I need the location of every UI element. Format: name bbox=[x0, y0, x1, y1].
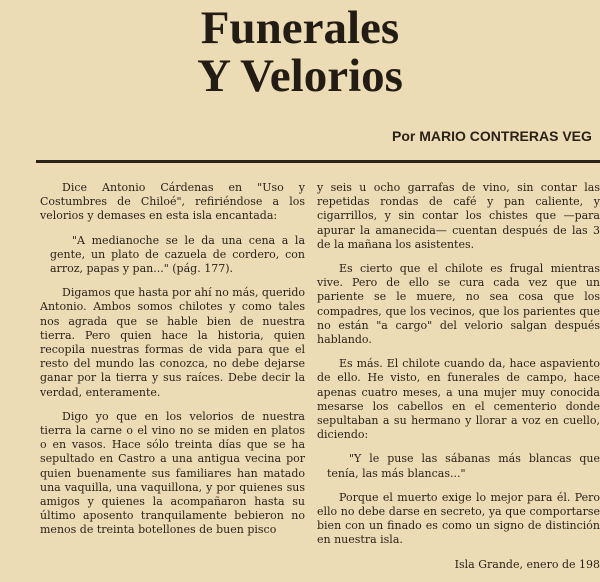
quote-paragraph: "Y le puse las sábanas más blancas que tenía, las más blancas..." bbox=[327, 452, 600, 480]
paragraph: Es cierto que el chilote es frugal mientras vive. Pero de ello se cura cada vez que un pariente se le muere, no sea cosa que los compadres, que los vecinos, que los parientes que no están "a cargo" del velorio salgan después hablando. bbox=[317, 262, 600, 347]
text-column-1 bbox=[40, 181, 305, 548]
title-line-1: Funerales bbox=[200, 2, 400, 54]
signoff: Isla Grande, enero de 198 bbox=[454, 557, 600, 571]
divider-rule bbox=[36, 160, 600, 163]
quote-paragraph: "A medianoche se le da una cena a la gente, un plato de cazuela de cordero, con arroz, papas y pan..." (pág. 177). bbox=[50, 233, 305, 276]
text-column-2 bbox=[317, 181, 600, 582]
paragraph: Digo yo que en los velorios de nuestra tierra la carne o el vino no se miden en platos o en vasos. Hace sólo treinta días que se ha sepultado en Castro a una antigua vecina por quien buenamente sus familiares han matado una vaquilla, una vaquillona, y por quienes sus amigos y quienes la acompañaron hasta su último aposento tranquilamente bebieron no menos de treinta botellones de buen pisco bbox=[40, 409, 305, 537]
paragraph: y seis u ocho garrafas de vino, sin contar las repetidas rondas de café y pan caliente, y cigarrillos, y sin contar los chistes que —para apurar la amanecida— cuentan después de las 3 de la mañana los asistentes. bbox=[317, 181, 600, 251]
paragraph: Porque el muerto exige lo mejor para él. Pero ello no debe darse en secreto, ya que comportarse bien con un finado es como un signo de distinción en nuestra isla. bbox=[317, 490, 600, 547]
paragraph: Dice Antonio Cárdenas en "Uso y Costumbres de Chiloé", refiriéndose a los velorios y demases en esta isla encantada: bbox=[40, 181, 305, 223]
paragraph: Es más. El chilote cuando da, hace aspaviento de ello. He visto, en funerales de campo, hace apenas cuatro meses, a una mujer muy conocida mesarse los cabellos en el cementerio donde sepultaban a su hermano y llorar a voz en cuello, diciendo: bbox=[317, 357, 600, 442]
article-title bbox=[0, 4, 600, 100]
paragraph: Digamos que hasta por ahí no más, querido Antonio. Ambos somos chilotes y como tales nos agrada que se hable bien de nuestra tierra. Pero quien hace la historia, quien recopila nuestras formas de vida para que el resto del mundo las conozca, no debe dejarse ganar por la tierra y sus raíces. Debe decir la verdad, enteramente. bbox=[40, 286, 306, 399]
byline: Por MARIO CONTRERAS VEG bbox=[392, 128, 592, 144]
title-line-2: Y Velorios bbox=[197, 50, 403, 102]
